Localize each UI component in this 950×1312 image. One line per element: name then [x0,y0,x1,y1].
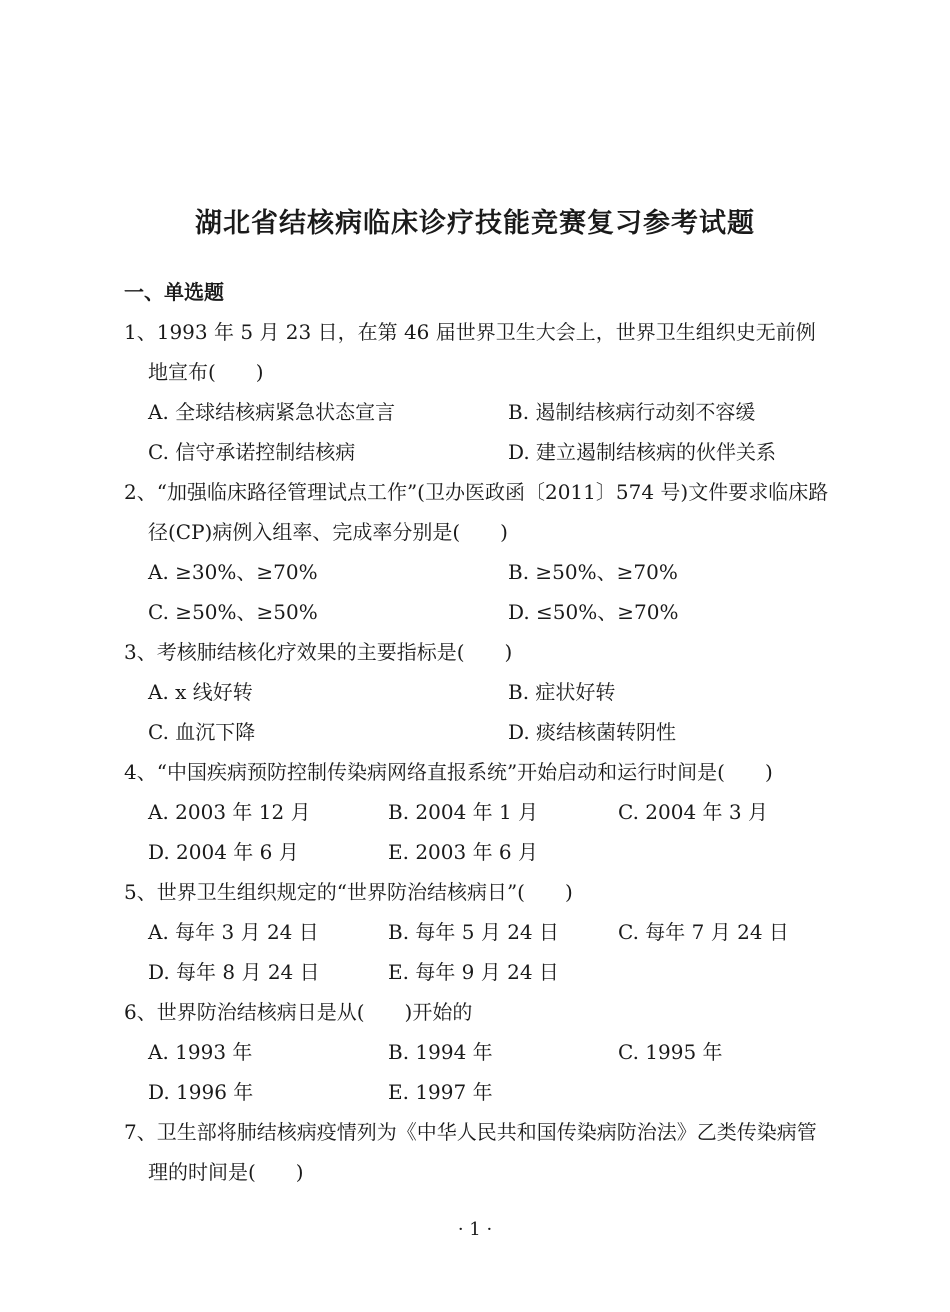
question-stem: 7、卫生部将肺结核病疫情列为《中华人民共和国传染病防治法》乙类传染病管理的时间是( ) [124,1120,817,1184]
section-heading: 一、单选题 [124,280,224,304]
option-d: D. 2004 年 6 月 [148,840,299,864]
option-d: D. ≤50%、≥70% [508,600,679,624]
option-c: C. 血沉下降 [148,720,256,744]
option-b: B. 症状好转 [508,680,616,704]
option-list [124,552,834,632]
option-d: D. 建立遏制结核病的伙伴关系 [508,440,777,464]
option-c: C. 2004 年 3 月 [618,800,768,824]
question-1 [124,312,834,472]
question-list [124,312,834,1192]
question-stem: 1、1993 年 5 月 23 日，在第 46 届世界卫生大会上，世界卫生组织史无前例地宣布( ) [124,320,816,384]
question-stem: 4、“中国疾病预防控制传染病网络直报系统”开始启动和运行时间是( ) [124,760,773,784]
question-7 [124,1112,834,1192]
option-list [124,792,834,872]
question-2 [124,472,834,632]
document-title: 湖北省结核病临床诊疗技能竞赛复习参考试题 [195,208,755,239]
option-b: B. 2004 年 1 月 [388,800,539,824]
question-5 [124,872,834,992]
question-6 [124,992,834,1112]
option-list [124,672,834,752]
option-c: C. 1995 年 [618,1040,723,1064]
option-a: A. 1993 年 [148,1040,253,1064]
option-a: A. 2003 年 12 月 [148,800,311,824]
question-stem: 5、世界卫生组织规定的“世界防治结核病日”( ) [124,880,573,904]
question-4 [124,752,834,872]
question-stem: 2、“加强临床路径管理试点工作”(卫办医政函〔2011〕574 号)文件要求临床路径(CP)病例入组率、完成率分别是( ) [124,480,829,544]
option-d: D. 每年 8 月 24 日 [148,960,320,984]
option-e: E. 1997 年 [388,1080,493,1104]
question-3 [124,632,834,752]
option-a: A. 全球结核病紧急状态宣言 [148,400,396,424]
page-number: · 1 · [457,1219,493,1240]
option-e: E. 2003 年 6 月 [388,840,539,864]
question-stem: 3、考核肺结核化疗效果的主要指标是( ) [124,640,513,664]
option-list [124,1032,834,1112]
option-c: C. ≥50%、≥50% [148,600,318,624]
option-c: C. 每年 7 月 24 日 [618,920,789,944]
option-b: B. ≥50%、≥70% [508,560,678,584]
option-b: B. 每年 5 月 24 日 [388,920,560,944]
option-list [124,912,834,992]
option-e: E. 每年 9 月 24 日 [388,960,559,984]
option-a: A. 每年 3 月 24 日 [148,920,319,944]
option-list [124,392,834,472]
option-a: A. ≥30%、≥70% [148,560,318,584]
option-d: D. 痰结核菌转阴性 [508,720,677,744]
option-b: B. 1994 年 [388,1040,493,1064]
question-stem: 6、世界防治结核病日是从( )开始的 [124,1000,473,1024]
option-a: A. x 线好转 [148,680,253,704]
option-b: B. 遏制结核病行动刻不容缓 [508,400,756,424]
option-c: C. 信守承诺控制结核病 [148,440,356,464]
option-d: D. 1996 年 [148,1080,254,1104]
